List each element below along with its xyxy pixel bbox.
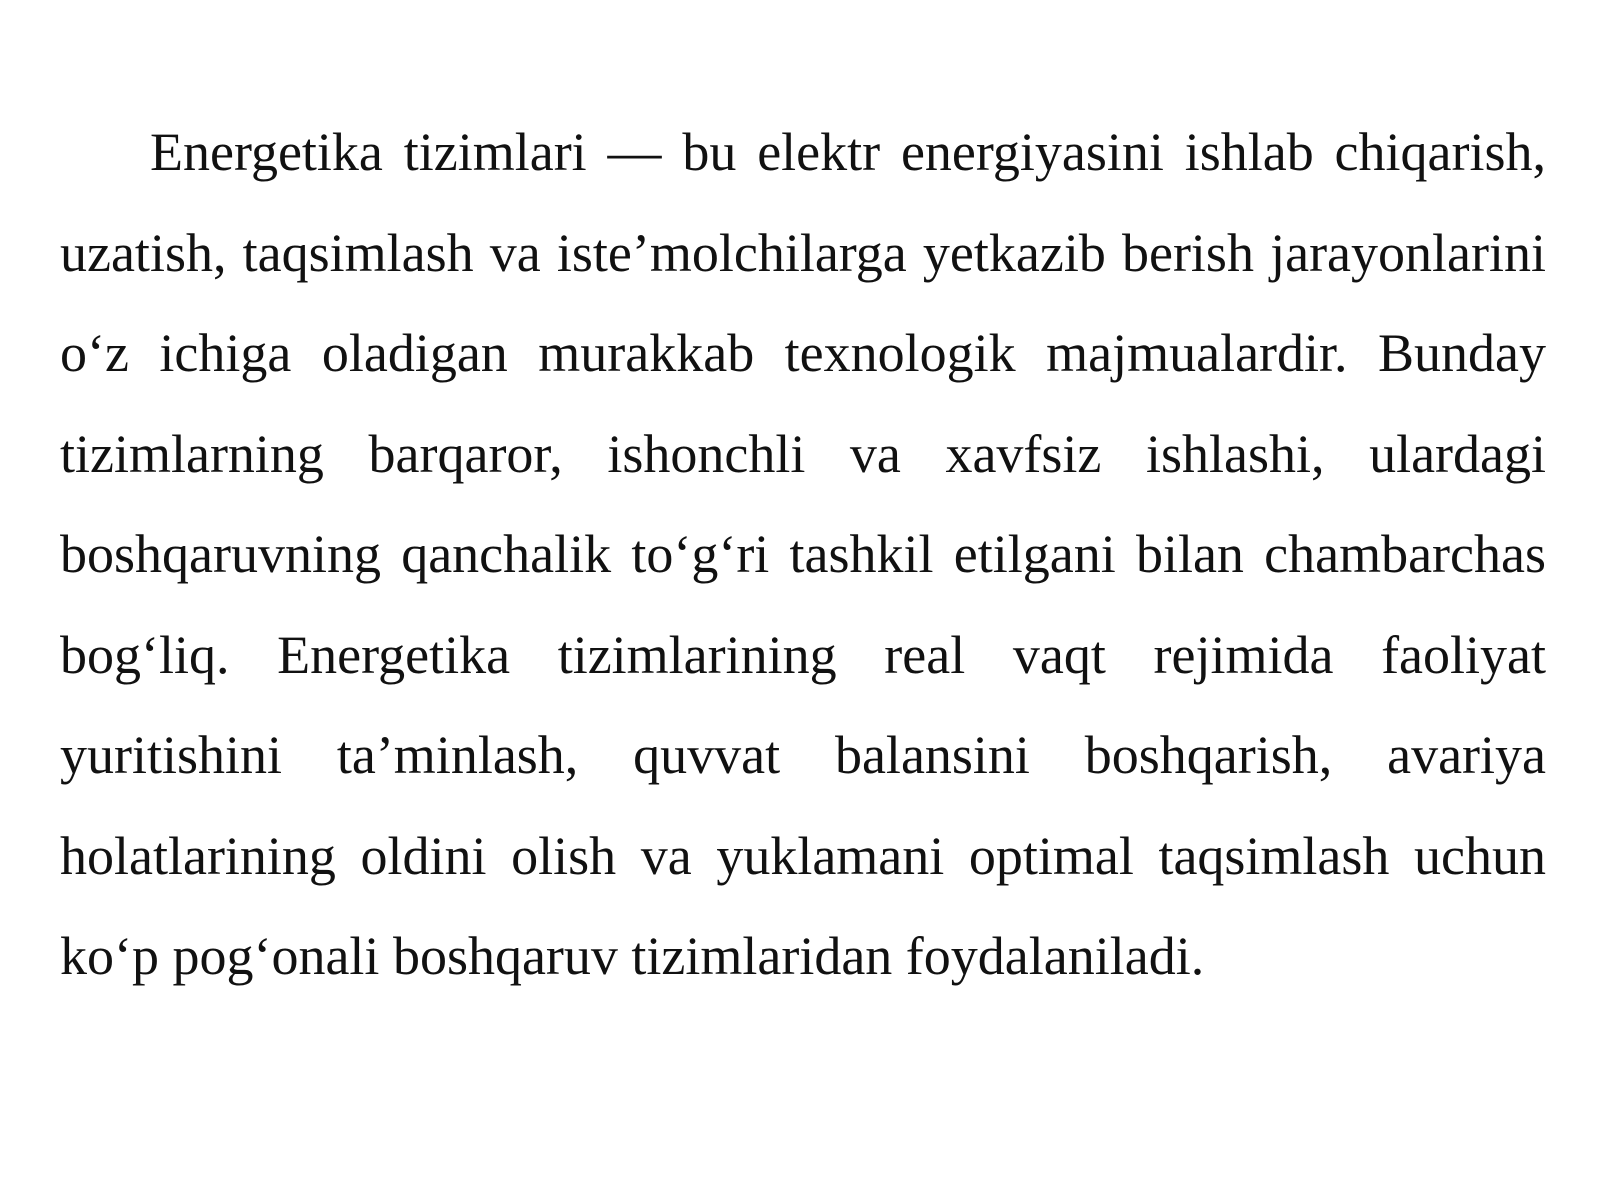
body-paragraph: Energetika tizimlari — bu elektr energiyasini ishlab chiqarish, uzatish, taqsimlash va iste’molchilarga yetkazib berish jarayonlarini o‘z ichiga oladigan murakkab texnologik majmualardir. Bunday tizimlarning barqaror, ishonchli va xavfsiz ishlashi, ulardagi boshqaruvning qanchalik to‘g‘ri tashkil etilgani bilan chambarchas bog‘liq. Energetika tizimlarining real vaqt rejimida faoliyat yuritishini ta’minlash, quvvat balansini boshqarish, avariya holatlarining oldini olish va yuklamani optimal taqsimlash uchun ko‘p pog‘onali boshqaruv tizimlaridan foydalaniladi. xyxy=(60,122,1546,986)
document-page xyxy=(60,102,1546,1007)
